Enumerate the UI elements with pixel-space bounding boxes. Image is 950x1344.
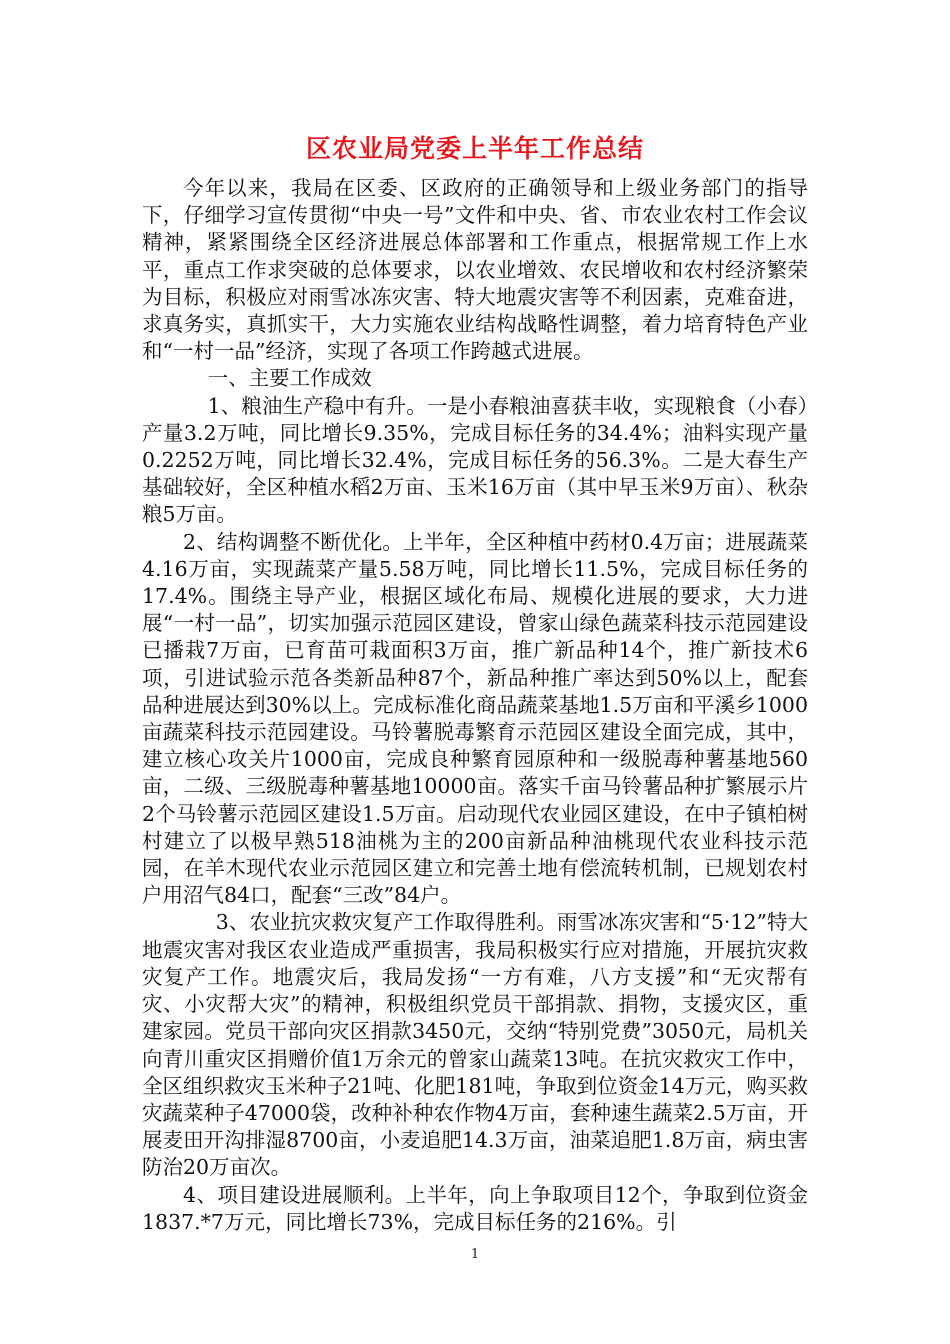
document-body: [142, 175, 808, 1236]
paragraph-item-3: 3、农业抗灾救灾复产工作取得胜利。雨雪冰冻灾害和“5·12”特大地震灾害对我区农业造成严重损害，我局积极实行应对措施，开展抗灾救灾复产工作。地震灾后，我局发扬“一方有难，八方支援”和“无灾帮有灾、小灾帮大灾”的精神，积极组织党员干部捐款、捐物，支援灾区，重建家园。党员干部向灾区捐款3450元，交纳“特别党费”3050元，局机关向青川重灾区捐赠价值1万余元的曾家山蔬菜13吨。在抗灾救灾工作中，全区组织救灾玉米种子21吨、化肥181吨，争取到位资金14万元，购买救灾蔬菜种子47000袋，改种补种农作物4万亩，套种速生蔬菜2.5万亩，开展麦田开沟排湿8700亩，小麦追肥14.3万亩，油菜追肥1.8万亩，病虫害防治20万亩次。: [142, 910, 808, 1180]
document-title: 区农业局党委上半年工作总结: [305, 134, 644, 163]
section-heading: 一、主要工作成效: [207, 366, 372, 391]
paragraph-intro: 今年以来，我局在区委、区政府的正确领导和上级业务部门的指导下，仔细学习宣传贯彻“中央一号”文件和中央、省、市农业农村工作会议精神，紧紧围绕全区经济进展总体部署和工作重点，根据常规工作上水平，重点工作求突破的总体要求，以农业增效、农民增收和农村经济繁荣为目标，积极应对雨雪冰冻灾害、特大地震灾害等不利因素，克难奋进，求真务实，真抓实干，大力实施农业结构战略性调整，着力培育特色产业和“一村一品”经济，实现了各项工作跨越式进展。: [142, 176, 808, 364]
page-number: 1: [470, 1247, 480, 1262]
paragraph-item-4: 4、项目建设进展顺利。上半年，向上争取项目12个，争取到位资金1837.*7万元，同比增长73%，完成目标任务的216%。引: [142, 1182, 808, 1234]
paragraph-item-2: 2、结构调整不断优化。上半年，全区种植中药材0.4万亩；进展蔬菜4.16万亩，实现蔬菜产量5.58万吨，同比增长11.5%，完成目标任务的17.4%。围绕主导产业，根据区域化布局、规模化进展的要求，大力进展“一村一品”，切实加强示范园区建设，曾家山绿色蔬菜科技示范园建设已播栽7万亩，已育苗可栽面积3万亩，推广新品种14个，推广新技术6项，引进试验示范各类新品种87个，新品种推广率达到50%以上，配套品种进展达到30%以上。完成标准化商品蔬菜基地1.5万亩和平溪乡1000亩蔬菜科技示范园建设。马铃薯脱毒繁育示范园区建设全面完成，其中，建立核心攻关片1000亩，完成良种繁育园原种和一级脱毒种薯基地560亩，二级、三级脱毒种薯基地10000亩。落实千亩马铃薯品种扩繁展示片2个马铃薯示范园区建设1.5万亩。启动现代农业园区建设，在中子镇柏树村建立了以极早熟518油桃为主的200亩新品种油桃现代农业科技示范园，在羊木现代农业示范园区建立和完善土地有偿流转机制，已规划农村户用沼气84口，配套“三改”84户。: [142, 529, 808, 908]
paragraph-item-1: 1、粮油生产稳中有升。一是小春粮油喜获丰收，实现粮食（小春）产量3.2万吨，同比增长9.35%，完成目标任务的34.4%；油料实现产量0.2252万吨，同比增长32.4%，完成目标任务的56.3%。二是大春生产基础较好，全区种植水稻2万亩、玉米16万亩（其中早玉米9万亩）、秋杂粮5万亩。: [142, 393, 808, 527]
